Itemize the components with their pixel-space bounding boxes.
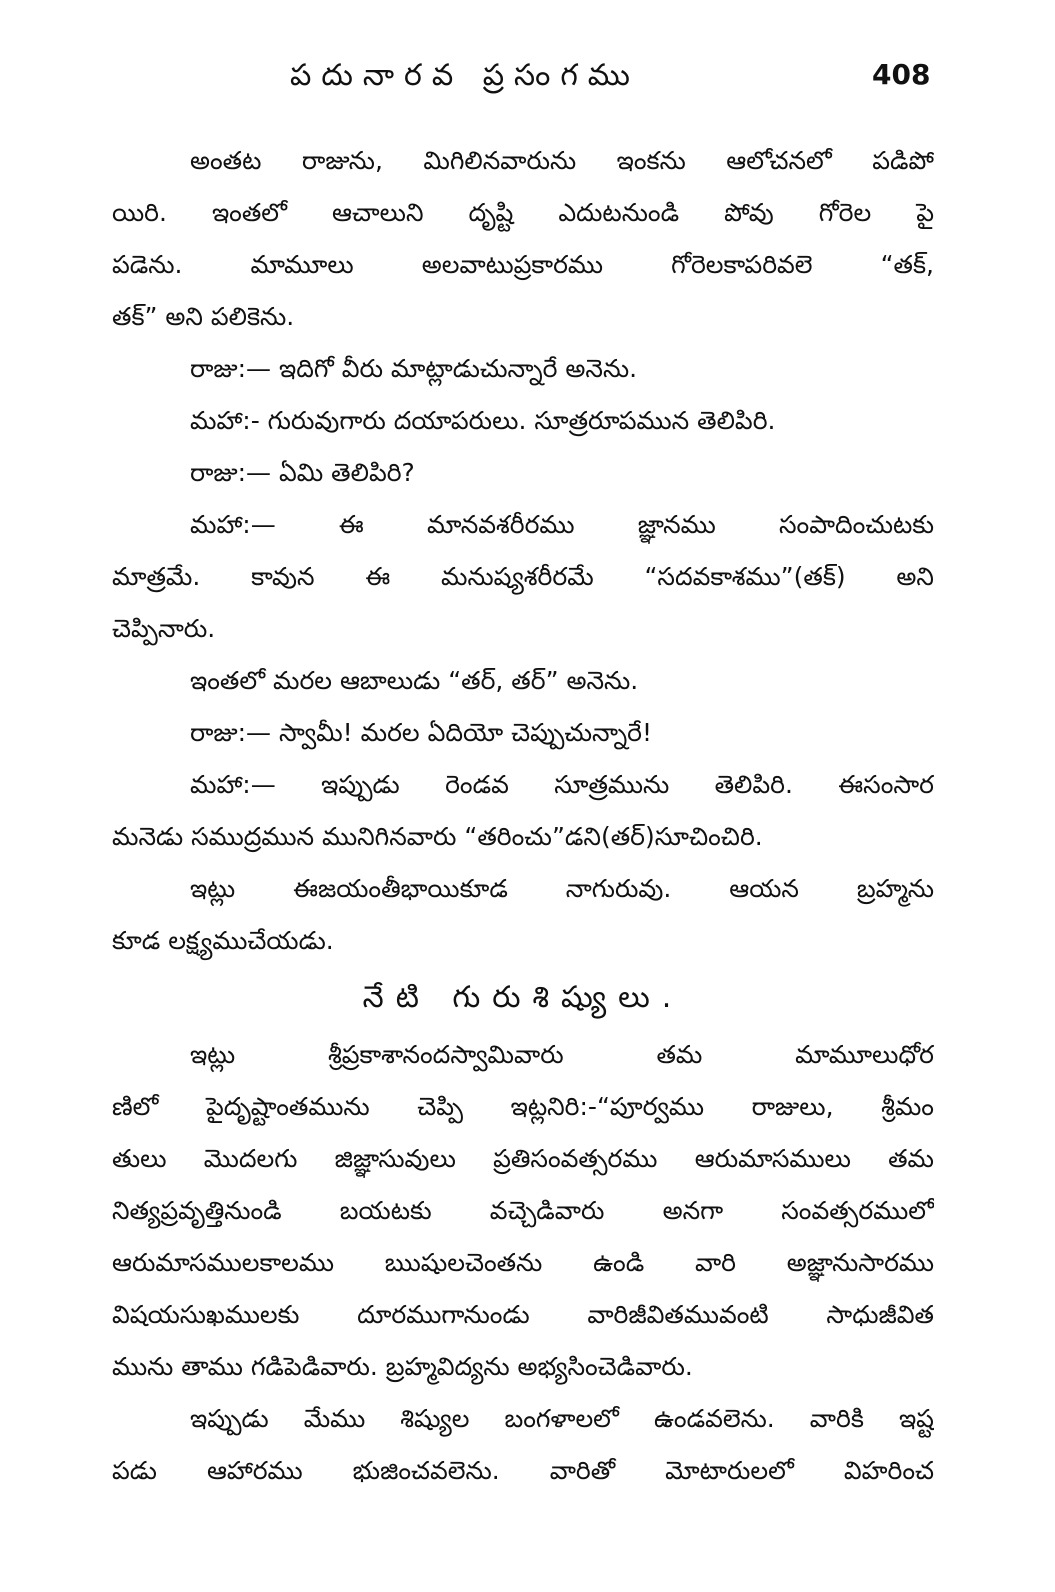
- dialogue-line: రాజు:— స్వామీ! మరల ఏదియో చెప్పుచున్నారే!: [190, 718, 653, 747]
- text-line: ఇట్లు ఈజయంతీభాయికూడ నాగురువు. ఆయన బ్రహ్మను: [190, 874, 934, 903]
- running-title: పదునారవ ప్రసంగము: [290, 58, 640, 93]
- text-line: ణిలో పైదృష్టాంతమును చెప్పి ఇట్లనిరి:-“పూర్వము రాజులు, శ్రీమం: [112, 1092, 934, 1121]
- paragraph: [112, 863, 934, 967]
- paragraph: [112, 1029, 934, 1393]
- text-line: తక్” అని పలికెను.: [112, 302, 295, 331]
- paragraph: [112, 759, 934, 863]
- paragraph: [112, 499, 934, 655]
- paragraph: [112, 135, 934, 343]
- text-line: అంతట రాజును, మిగిలినవారును ఇంకను ఆలోచనలో పడిపో: [190, 146, 934, 175]
- dialogue-line: ఇంతలో మరల ఆబాలుడు “తర్, తర్” అనెను.: [190, 666, 639, 695]
- text-line: ఆరుమాసములకాలము ఋషులచెంతను ఉండి వారి అజ్ఞానుసారము: [112, 1248, 934, 1277]
- text-line: మహా:— ఈ మానవశరీరము జ్ఞానము సంపాదించుటకు: [190, 510, 934, 539]
- dialogue-block: [112, 655, 934, 759]
- page-body: [112, 135, 934, 1497]
- text-line: నిత్యప్రవృత్తినుండి బయటకు వచ్చెడివారు అనగా సంవత్సరములో: [112, 1196, 934, 1225]
- dialogue-line: రాజు:— ఇదిగో వీరు మాట్లాడుచున్నారే అనెను.: [190, 354, 638, 383]
- text-line: తులు మొదలగు జిజ్ఞాసువులు ప్రతిసంవత్సరము ఆరుమాసములు తమ: [112, 1144, 934, 1173]
- text-line: చెప్పినారు.: [112, 614, 216, 643]
- text-line: ఇట్లు శ్రీప్రకాశానందస్వామివారు తమ మామూలుధోర: [190, 1040, 934, 1069]
- text-line: మనెడు సముద్రమున మునిగినవారు “తరించు”డని(తర్)సూచించిరి.: [112, 822, 763, 851]
- text-line: మాత్రమే. కావున ఈ మనుష్యశరీరమే “సదవకాశము”(తక్) అని: [112, 562, 934, 591]
- dialogue-line: మహా:- గురువుగారు దయాపరులు. సూత్రరూపమున తెలిపిరి.: [190, 406, 776, 435]
- paragraph: [112, 1393, 934, 1497]
- page-header: [0, 52, 1055, 102]
- text-line: పడు ఆహారము భుజించవలెను. వారితో మోటారులలో విహరించ: [112, 1456, 934, 1485]
- dialogue-block: [112, 343, 934, 499]
- text-line: మును తాము గడిపెడివారు. బ్రహ్మవిద్యను అభ్యసించెడివారు.: [112, 1352, 693, 1381]
- section-heading: నేటి గురుశిష్యులు.: [362, 980, 684, 1015]
- text-line: ఇప్పుడు మేము శిష్యుల బంగళాలలో ఉండవలెను. వారికి ఇష్ట: [190, 1404, 934, 1433]
- page-number: 408: [872, 58, 931, 91]
- text-line: విషయసుఖములకు దూరముగానుండు వారిజీవితమువంటి సాధుజీవిత: [112, 1300, 934, 1329]
- text-line: పడెను. మామూలు అలవాటుప్రకారము గోరెలకాపరివలె “తక్,: [112, 250, 934, 279]
- text-line: కూడ లక్ష్యముచేయడు.: [112, 926, 334, 955]
- text-line: యిరి. ఇంతలో ఆచాలుని దృష్టి ఎదుటనుండి పోవు గోరెల పై: [112, 198, 934, 227]
- dialogue-line: రాజు:— ఏమి తెలిపిరి?: [190, 458, 415, 487]
- text-line: మహా:— ఇప్పుడు రెండవ సూత్రమును తెలిపిరి. ఈసంసార: [190, 770, 934, 799]
